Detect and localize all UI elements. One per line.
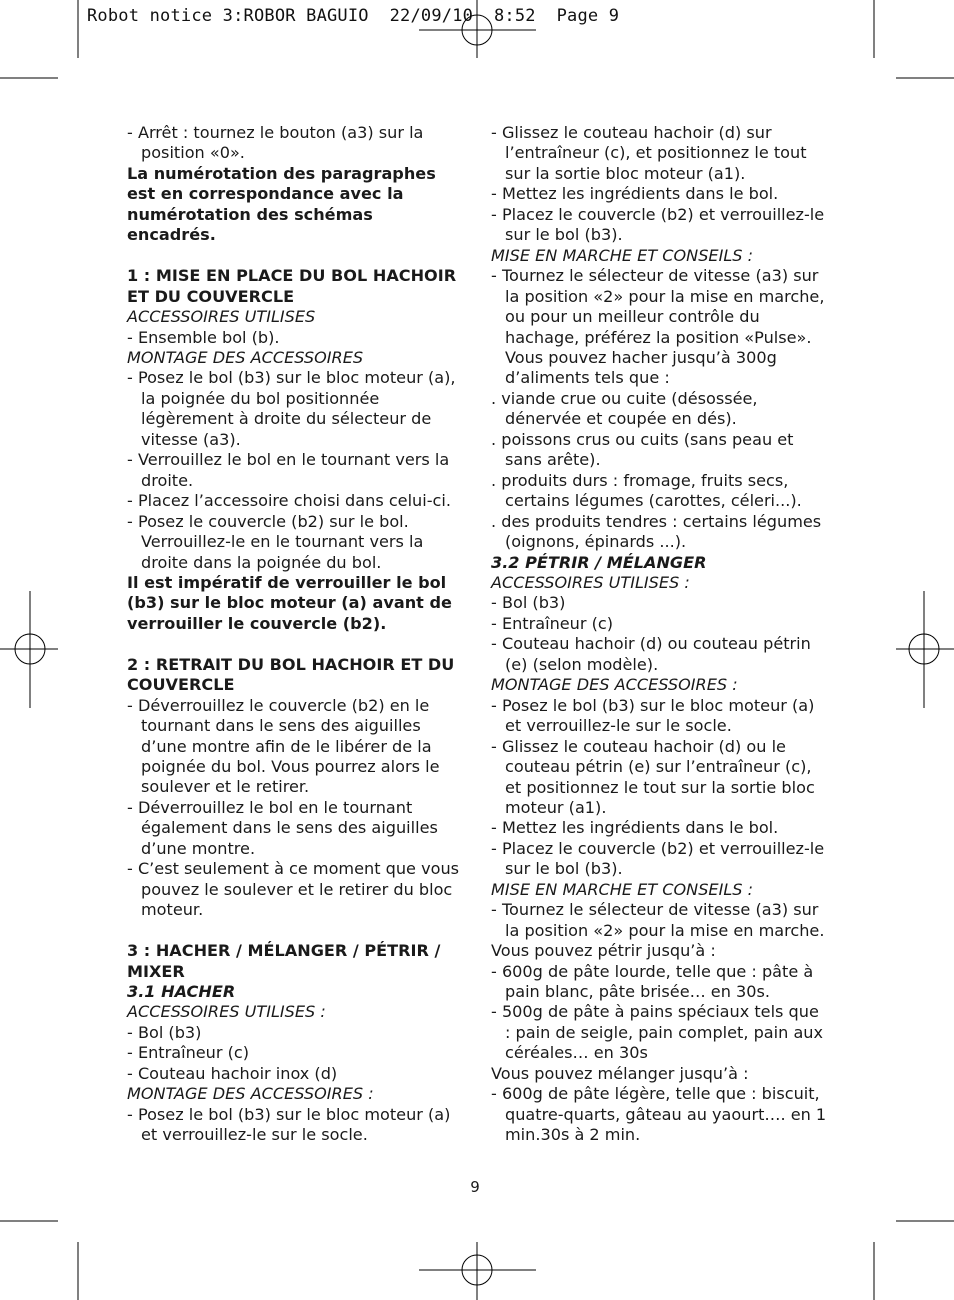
italic-label: MONTAGE DES ACCESSOIRES :: [491, 675, 738, 695]
list-bullet: -: [491, 1002, 502, 1022]
list-item-text: Couteau hachoir inox (d): [137, 1063, 338, 1083]
subsection-heading: 3.1 HACHER: [127, 981, 236, 1001]
list-bullet: -: [127, 859, 138, 879]
list-item-text: Placez le couvercle (b2) et verrouillez-le sur le bol (b3).: [501, 204, 825, 245]
paragraph-spacer: [127, 246, 467, 266]
list-bullet: -: [491, 838, 502, 858]
subsection-heading: 3.2 PÉTRIR / MÉLANGER: [491, 552, 707, 572]
list-item-text: Ensemble bol (b).: [137, 327, 280, 347]
paragraph-spacer: [127, 634, 467, 654]
list-item-text: Entraîneur (c): [501, 613, 614, 633]
list-item: [127, 491, 467, 511]
list-item-text: Glissez le couteau hachoir (d) sur l’entraîneur (c), et positionnez le tout sur la sortie bloc moteur (a1).: [501, 123, 807, 183]
list-bullet: .: [491, 388, 502, 408]
list-item-text: Entraîneur (c): [137, 1043, 250, 1063]
list-bullet: -: [491, 961, 502, 981]
list-item: [491, 962, 827, 1003]
list-item-text: produits durs : fromage, fruits secs, certains légumes (carottes, céleri...).: [501, 470, 802, 511]
list-item: [491, 900, 827, 941]
list-item: [491, 512, 827, 553]
registration-mark-top: [419, 0, 536, 58]
list-item: [127, 696, 467, 798]
list-item-text: viande crue ou cuite (désossée, dénervée et coupée en dés).: [501, 388, 758, 429]
page-number: 9: [470, 1178, 480, 1196]
italic-label: ACCESSOIRES UTILISES: [127, 307, 316, 327]
list-item: [491, 123, 827, 184]
list-item-text: Verrouillez le bol en le tournant vers la droite.: [137, 450, 450, 490]
list-item: [127, 450, 467, 491]
list-bullet: .: [491, 429, 502, 449]
list-bullet: .: [491, 511, 502, 531]
list-bullet: -: [127, 327, 138, 347]
paragraph: Vous pouvez mélanger jusqu’à :: [491, 1063, 749, 1083]
list-item: [127, 859, 467, 920]
list-item: [127, 798, 467, 859]
list-item: [491, 593, 827, 613]
list-bullet: -: [127, 511, 138, 531]
list-item-text: Tournez le sélecteur de vitesse (a3) sur la position «2» pour la mise en marche.: [501, 900, 825, 940]
list-item-text: C’est seulement à ce moment que vous pouvez le soulever et le retirer du bloc moteur.: [137, 859, 460, 920]
section-heading: 1 : MISE EN PLACE DU BOL HACHOIR ET DU COUVERCLE: [127, 266, 457, 306]
list-bullet: -: [127, 368, 138, 388]
list-bullet: -: [491, 123, 502, 142]
paragraph-spacer: [127, 921, 467, 941]
list-item: [491, 471, 827, 512]
list-item-text: Glissez le couteau hachoir (d) ou le couteau pétrin (e) sur l’entraîneur (c), et positionnez le tout sur la sortie bloc moteur (a1).: [501, 736, 815, 817]
list-item-text: Mettez les ingrédients dans le bol.: [501, 184, 779, 204]
list-bullet: -: [127, 797, 138, 817]
list-item: [491, 430, 827, 471]
list-item-text: Déverrouillez le couvercle (b2) en le tournant dans le sens des aiguilles d’une montre afin de le libérer de la poignée du bol. Vous pourrez alors le soulever et le retirer.: [137, 695, 440, 797]
italic-label: MONTAGE DES ACCESSOIRES :: [127, 1084, 374, 1104]
list-item: [127, 1064, 467, 1084]
list-item: [491, 389, 827, 430]
list-item: [127, 1023, 467, 1043]
list-bullet: -: [127, 491, 138, 511]
list-bullet: -: [491, 736, 502, 756]
list-item: [127, 512, 467, 573]
list-item-text: Tournez le sélecteur de vitesse (a3) sur la position «2» pour la mise en marche, ou pour un meilleur contrôle du hachage, préférez la position «Pulse». Vous pouvez hacher jusqu’à 300g d’aliments tels que :: [501, 266, 825, 388]
list-item: [491, 634, 827, 675]
italic-label: MONTAGE DES ACCESSOIRES: [127, 347, 364, 367]
list-item: [127, 1043, 467, 1063]
list-item: [127, 368, 467, 450]
list-item-text: Déverrouillez le bol en le tournant également dans le sens des aiguilles d’une montre.: [137, 797, 438, 858]
list-bullet: -: [491, 613, 502, 633]
section-heading: 3 : HACHER / MÉLANGER / PÉTRIR / MIXER: [127, 941, 441, 981]
list-item-text: Posez le bol (b3) sur le bloc moteur (a) et verrouillez-le sur le socle.: [501, 695, 815, 736]
list-bullet: -: [127, 450, 138, 470]
right-column: [491, 123, 827, 1146]
list-bullet: -: [491, 266, 502, 286]
list-item: [491, 266, 827, 389]
list-bullet: -: [491, 1084, 502, 1104]
list-item-text: Posez le couvercle (b2) sur le bol. Verrouillez-le en le tournant vers la droite dans la poignée du bol.: [137, 511, 424, 572]
list-item: [127, 328, 467, 348]
list-item: [127, 1105, 467, 1146]
list-item-text: 600g de pâte légère, telle que : biscuit, quatre-quarts, gâteau au yaourt…. en 1 min.30s à 2 min.: [501, 1084, 827, 1145]
list-item-text: 500g de pâte à pains spéciaux tels que : pain de seigle, pain complet, pain aux céréales… en 30s: [501, 1002, 824, 1063]
bold-notice: Il est impératif de verrouiller le bol (b3) sur le bloc moteur (a) avant de verrouiller le couvercle (b2).: [127, 572, 452, 633]
list-item: [491, 205, 827, 246]
list-item: [491, 818, 827, 838]
left-column: [127, 123, 467, 1146]
list-item: [491, 737, 827, 819]
list-item-text: Posez le bol (b3) sur le bloc moteur (a), la poignée du bol positionnée légèrement à droite du sélecteur de vitesse (a3).: [137, 368, 456, 449]
list-bullet: -: [491, 900, 502, 920]
list-item: [491, 614, 827, 634]
list-item-text: Placez l’accessoire choisi dans celui-ci.: [137, 491, 451, 511]
list-bullet: -: [491, 818, 502, 838]
list-item-text: Bol (b3): [137, 1022, 202, 1042]
paragraph: Vous pouvez pétrir jusqu’à :: [491, 941, 716, 961]
list-item: [491, 1002, 827, 1063]
list-item-text: Arrêt : tournez le bouton (a3) sur la position «0».: [137, 123, 424, 163]
bold-notice: La numérotation des paragraphes est en correspondance avec la numérotation des schémas encadrés.: [127, 163, 436, 245]
italic-label: MISE EN MARCHE ET CONSEILS :: [491, 245, 754, 265]
registration-mark-right: [896, 591, 954, 708]
list-bullet: -: [491, 695, 502, 715]
list-bullet: -: [491, 204, 502, 224]
list-item-text: poissons crus ou cuits (sans peau et sans arête).: [501, 429, 794, 470]
list-bullet: -: [127, 123, 138, 142]
list-item-text: des produits tendres : certains légumes (oignons, épinards ...).: [501, 511, 822, 552]
list-item: [491, 839, 827, 880]
print-slug: Robot notice 3:ROBOR BAGUIO 22/09/10 8:52 Page 9: [87, 6, 620, 26]
list-item: [127, 123, 467, 164]
list-item-text: 600g de pâte lourde, telle que : pâte à pain blanc, pâte brisée… en 30s.: [501, 961, 814, 1002]
list-item-text: Mettez les ingrédients dans le bol.: [501, 818, 779, 838]
list-item-text: Placez le couvercle (b2) et verrouillez-le sur le bol (b3).: [501, 838, 825, 879]
italic-label: MISE EN MARCHE ET CONSEILS :: [491, 879, 754, 899]
italic-label: ACCESSOIRES UTILISES :: [491, 572, 690, 592]
list-bullet: -: [491, 593, 502, 613]
italic-label: ACCESSOIRES UTILISES :: [127, 1002, 326, 1022]
list-bullet: -: [127, 1104, 138, 1124]
list-bullet: .: [491, 470, 502, 490]
list-bullet: -: [491, 184, 502, 204]
list-bullet: -: [127, 1043, 138, 1063]
list-bullet: -: [491, 634, 502, 654]
registration-mark-bottom: [419, 1242, 536, 1300]
list-item-text: Posez le bol (b3) sur le bloc moteur (a) et verrouillez-le sur le socle.: [137, 1104, 451, 1145]
list-bullet: -: [127, 1022, 138, 1042]
section-heading: 2 : RETRAIT DU BOL HACHOIR ET DU COUVERCLE: [127, 654, 455, 695]
list-item-text: Couteau hachoir (d) ou couteau pétrin (e) (selon modèle).: [501, 634, 811, 674]
registration-mark-left: [0, 591, 58, 708]
list-item: [491, 696, 827, 737]
list-bullet: -: [127, 695, 138, 715]
list-item-text: Bol (b3): [501, 593, 566, 613]
list-item: [491, 184, 827, 204]
list-item: [491, 1084, 827, 1145]
list-bullet: -: [127, 1063, 138, 1083]
